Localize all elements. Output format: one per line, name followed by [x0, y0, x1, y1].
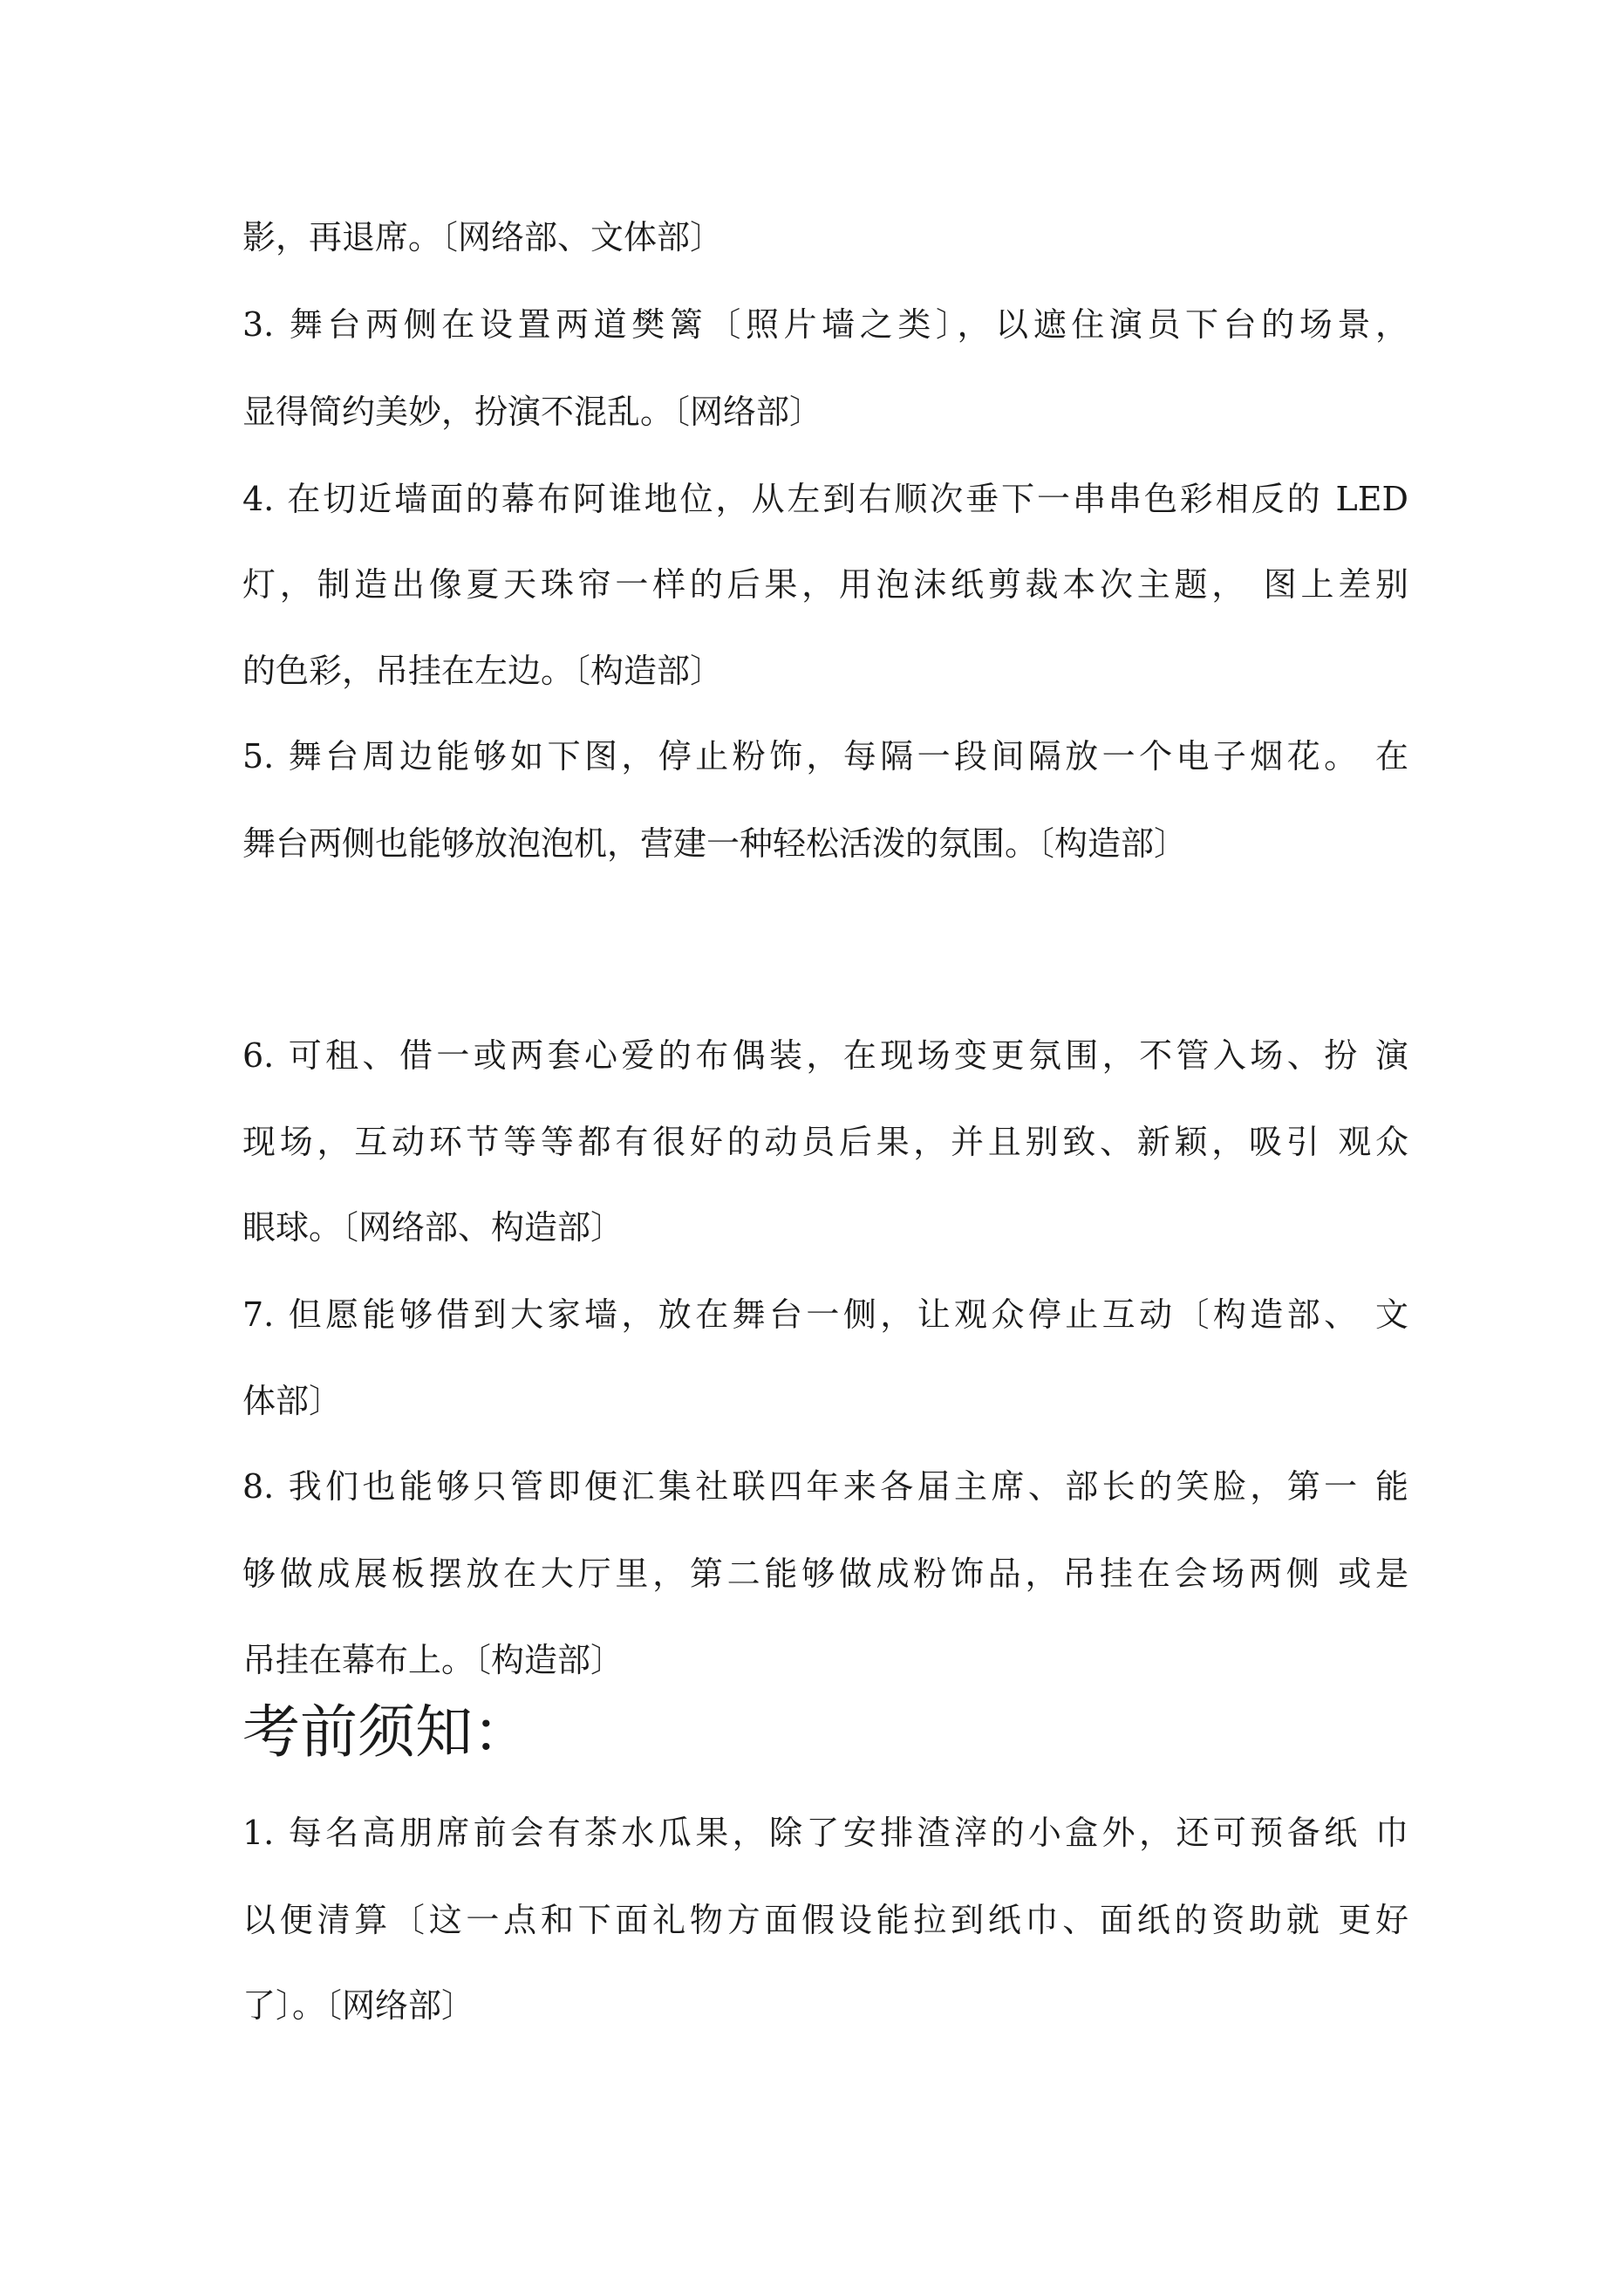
text-line: 够做成展板摆放在大厅里，第二能够做成粉饰品，吊挂在会场两侧 或是 — [242, 1555, 1408, 1593]
text-line: 4. 在切近墙面的幕布阿谁地位，从左到右顺次垂下一串串色彩相反的 LED — [242, 480, 1408, 518]
text-line: 舞台两侧也能够放泡泡机，营建一种轻松活泼的氛围。〔构造部〕 — [242, 824, 1188, 863]
text-line: 显得简约美妙，扮演不混乱。〔网络部〕 — [242, 393, 823, 431]
text-line: 5. 舞台周边能够如下图，停止粉饰，每隔一段间隔放一个电子烟花。 在 — [242, 737, 1408, 776]
text-line: 吊挂在幕布上。〔构造部〕 — [242, 1641, 624, 1679]
text-line: 3. 舞台两侧在设置两道樊篱〔照片墙之类〕，以遮住演员下台的场景， — [242, 305, 1408, 344]
text-line: 现场，互动环节等等都有很好的动员后果，并且别致、新颖，吸引 观众 — [242, 1123, 1408, 1161]
text-line: 8. 我们也能够只管即便汇集社联四年来各届主席、部长的笑脸，第一 能 — [242, 1467, 1408, 1506]
text-line: 了〕。〔网络部〕 — [242, 1986, 475, 2025]
text-line: 的色彩，吊挂在左边。〔构造部〕 — [242, 652, 724, 690]
text-line: 影，再退席。〔网络部、文体部〕 — [242, 218, 724, 256]
text-line: 以便清算〔这一点和下面礼物方面假设能拉到纸巾、面纸的资助就 更好 — [242, 1901, 1408, 1939]
text-line: 1. 每名高朋席前会有茶水瓜果，除了安排渣滓的小盒外，还可预备纸 巾 — [242, 1814, 1408, 1852]
section-heading: 考前须知： — [242, 1698, 530, 1766]
text-line: 6. 可租、借一或两套心爱的布偶装，在现场变更氛围，不管入场、扮 演 — [242, 1036, 1408, 1075]
text-line: 眼球。〔网络部、构造部〕 — [242, 1208, 624, 1247]
text-line: 7. 但愿能够借到大家墙，放在舞台一侧，让观众停止互动〔构造部、 文 — [242, 1295, 1408, 1334]
text-line: 灯，制造出像夏天珠帘一样的后果，用泡沫纸剪裁本次主题， 图上差别 — [242, 565, 1408, 604]
text-line: 体部〕 — [242, 1382, 343, 1420]
